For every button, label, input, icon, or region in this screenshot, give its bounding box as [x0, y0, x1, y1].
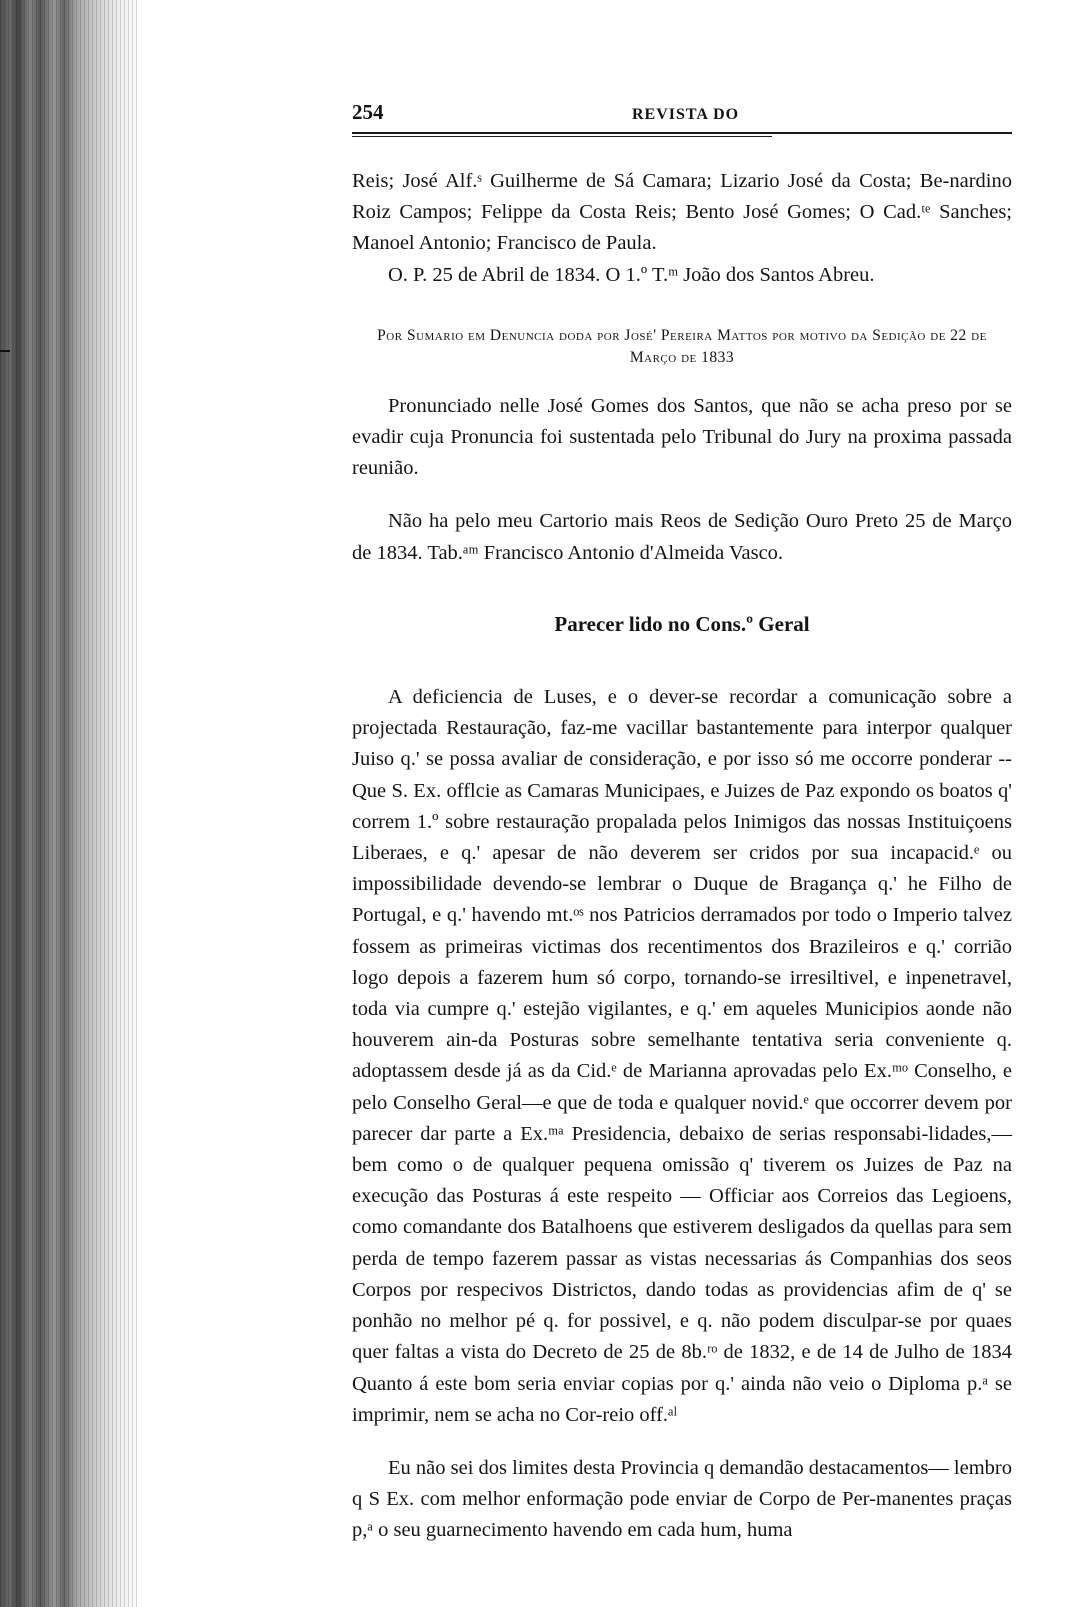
body-text [352, 166, 1012, 1547]
header-rule [352, 132, 1012, 134]
parecer-paragraph-2: Eu não sei dos limites desta Provincia q demandão destacamentos— lembro q S Ex. com melhor enformação pode enviar de Corpo de Per-manentes praças p,ᵃ o seu guarnecimento havendo em cada hum, huma [352, 1456, 1012, 1542]
running-head [352, 100, 1012, 130]
section-paragraph-2: Não ha pelo meu Cartorio mais Reos de Sedição Ouro Preto 25 de Março de 1834. Tab.ᵃᵐ Francisco Antonio d'Almeida Vasco. [352, 510, 1012, 564]
parecer-paragraph-1: A deficiencia de Luses, e o dever-se recordar a comunicação sobre a projectada Restauração, faz-me vacillar bastantemente para interpor qualquer Juiso q.' se possa avaliar de consideração, e por isso só me occorre ponderar -- Que S. Ex. offlcie as Camaras Municipaes, e Juizes de Paz expondo os boatos q' correm 1.º sobre restauração propalada pelos Inimigos das nossas Instituiçoens Liberaes, e q.' apesar de não deverem ser cridos por sua incapacid.ᵉ ou impossibilidade devendo-se lembrar o Duque de Bragança q.' he Filho de Portugal, e q.' havendo mt.ᵒˢ nos Patricios derramados por todo o Imperio talvez fossem as primeiras victimas dos recentimentos dos Brazileiros e q.' corrião logo depois a fazerem hum só corpo, tornando-se irresiltivel, e inpenetravel, toda via cumpre q.' estejão vigilantes, e q.' em aqueles Municipios aonde não houverem ain-da Posturas sobre semelhante tentativa seria conveniente q. adoptassem desde já as da Cid.ᵉ de Marianna aprovadas pelo Ex.ᵐᵒ Conselho, e pelo Conselho Geral—e que de toda e qualquer novid.ᵉ que occorrer devem por parecer dar parte a Ex.ᵐᵃ Presidencia, debaixo de serias responsabi-lidades,—bem como o de qualquer pequena omissão q' tiverem os Juizes de Paz na execução das Posturas á este respeito — Officiar aos Correios das Legioens, como comandante dos Batalhoens que estiverem desligados da quellas para sem perda de tempo fazerem passar as vistas necessarias ás Companhias dos seos Corpos por respecivos Districtos, dando todas as providencias afim de q' se ponhão no melhor pé q. for possivel, e q. não podem disculpar-se por quaes quer faltas a vista do Decreto de 25 de 8b.ʳᵒ de 1832, e de 14 de Julho de 1834 Quanto á este bom seria enviar copias por q.' ainda não veio o Diploma p.ᵃ se imprimir, nem se acha no Cor-reio off.ᵃˡ [352, 686, 1012, 1426]
page [352, 100, 1012, 1547]
header-rule-thin [352, 136, 772, 137]
continuation-signature: O. P. 25 de Abril de 1834. O 1.º T.ᵐ João dos Santos Abreu. [388, 263, 875, 286]
paragraph-gap [352, 1431, 1012, 1453]
continuation-paragraph: Reis; José Alf.ˢ Guilherme de Sá Camara; Lizario José da Costa; Be-nardino Roiz Campos; Felippe da Costa Reis; Bento José Gomes; O Cad.ᵗᵉ Sanches; Manoel Antonio; Francisco de Paula. [352, 170, 1012, 255]
book-spine-texture [0, 0, 140, 1607]
section-paragraph-1: Pronunciado nelle José Gomes dos Santos, que não se acha preso por se evadir cuja Pronuncia foi sustentada pelo Tribunal do Jury na proxima passada reunião. [352, 394, 1012, 480]
running-head-title: REVISTA DO [632, 106, 740, 123]
paragraph-gap [352, 484, 1012, 506]
parecer-heading: Parecer lido no Cons.º Geral [554, 611, 810, 636]
section-heading: Por Sumario em Denuncia doda por José' Pereira Mattos por motivo da Sedição de 22 de Março de 1833 [377, 326, 987, 366]
spine-mark [0, 350, 10, 352]
page-number: 254 [352, 100, 384, 124]
